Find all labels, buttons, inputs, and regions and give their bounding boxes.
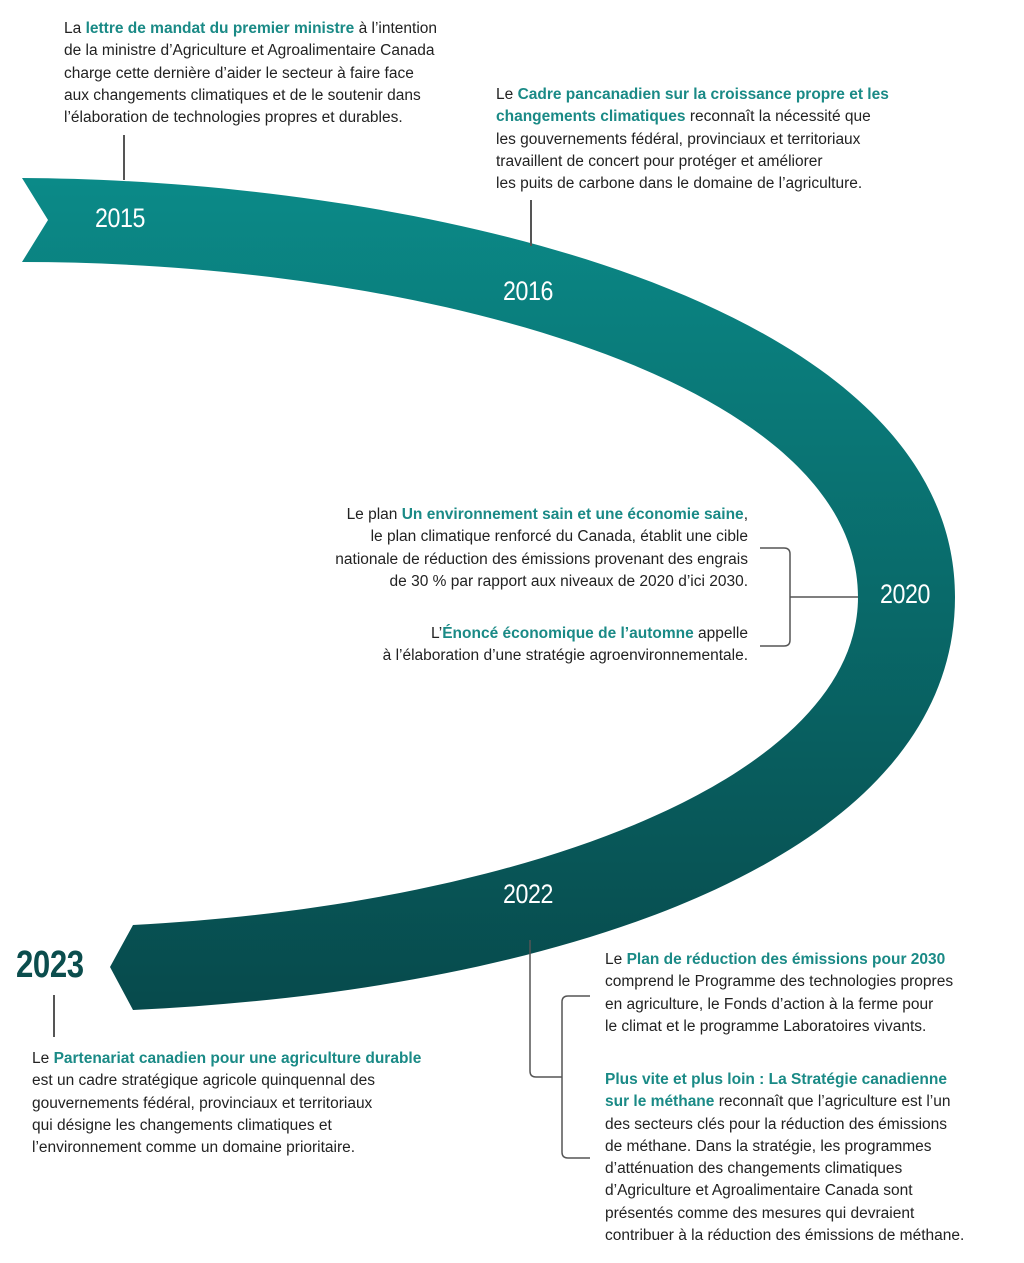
event-2020-item1-title-link[interactable]: Un environnement sain et une économie saine (401, 506, 744, 523)
event-2020-item2-title-link[interactable]: Énoncé économique de l’automne (442, 625, 694, 642)
event-2020-item2-text: L’Énoncé économique de l’automne appelle à l’élaboration d’une stratégie agroenvironnementale. (382, 625, 748, 665)
timeline-ribbon (22, 178, 955, 1010)
event-2016-title-link[interactable]: Cadre pancanadien sur la croissance propre et les (517, 86, 889, 103)
year-label-2023: 2023 (16, 944, 84, 986)
event-2020-item1-text: Le plan Un environnement sain et une économie saine, le plan climatique renforcé du Canada, établit une cible nationale de réduction des émissions provenant des engrais de 30 % par rapport aux niveaux de 2020 d’ici 2030. (335, 506, 748, 590)
event-2022-item2-title-link[interactable]: Plus vite et plus loin : La Stratégie canadienne (605, 1071, 947, 1088)
event-2016-title-link-cont[interactable]: changements climatiques (496, 108, 686, 126)
year-label-2022: 2022 (503, 879, 553, 909)
event-2022-item2-title-link-cont[interactable]: sur le méthane (605, 1093, 715, 1111)
event-2015-title-link[interactable]: lettre de mandat du premier ministre (85, 20, 355, 37)
connector-2015 (123, 135, 125, 180)
connector-2023 (53, 995, 55, 1037)
year-label-2016: 2016 (503, 276, 553, 306)
event-2023-text: Le Partenariat canadien pour une agriculture durable est un cadre stratégique agricole quinquennal des gouvernements fédéral, provinciaux et territoriaux qui désigne les changements climatiques et l’environnement comme un domaine prioritaire. (32, 1050, 422, 1157)
event-2022-item1-text: Le Plan de réduction des émissions pour 2030 comprend le Programme des technologies propres en agriculture, le Fonds d’action à la ferme pour le climat et le programme Laboratoires vivants. (605, 951, 954, 1035)
year-label-2015: 2015 (95, 203, 145, 233)
event-2022-item1-title-link[interactable]: Plan de réduction des émissions pour 2030 (626, 951, 946, 968)
event-2022-item2-text: Plus vite et plus loin : La Stratégie canadienne sur le méthane reconnaît que l’agriculture est l’un des secteurs clés pour la réduction des émissions de méthane. Dans la stratégie, les programmes d’atténuation des changements climatiques d’Agriculture et Agroalimentaire Canada sont présentés comme des mesures qui devraient contribuer à la réduction des émissions de méthane. (605, 1071, 965, 1245)
event-2023-title-link[interactable]: Partenariat canadien pour une agriculture durable (53, 1050, 422, 1067)
event-2015-text: La lettre de mandat du premier ministre à l’intention de la ministre d’Agriculture et Agroalimentaire Canada charge cette dernière d’aider le secteur à faire face aux changements climatiques et de le soutenir dans l’élaboration de technologies propres et durables. (64, 20, 438, 127)
connector-2016 (530, 200, 532, 246)
event-2016-text: Le Cadre pancanadien sur la croissance propre et les changements climatiques reconnaît la nécessité que les gouvernements fédéral, provinciaux et territoriaux travaillent de concert pour protéger et améliorer les puits de carbone dans le domaine de l’agriculture. (496, 86, 889, 193)
year-label-2020: 2020 (880, 579, 930, 609)
